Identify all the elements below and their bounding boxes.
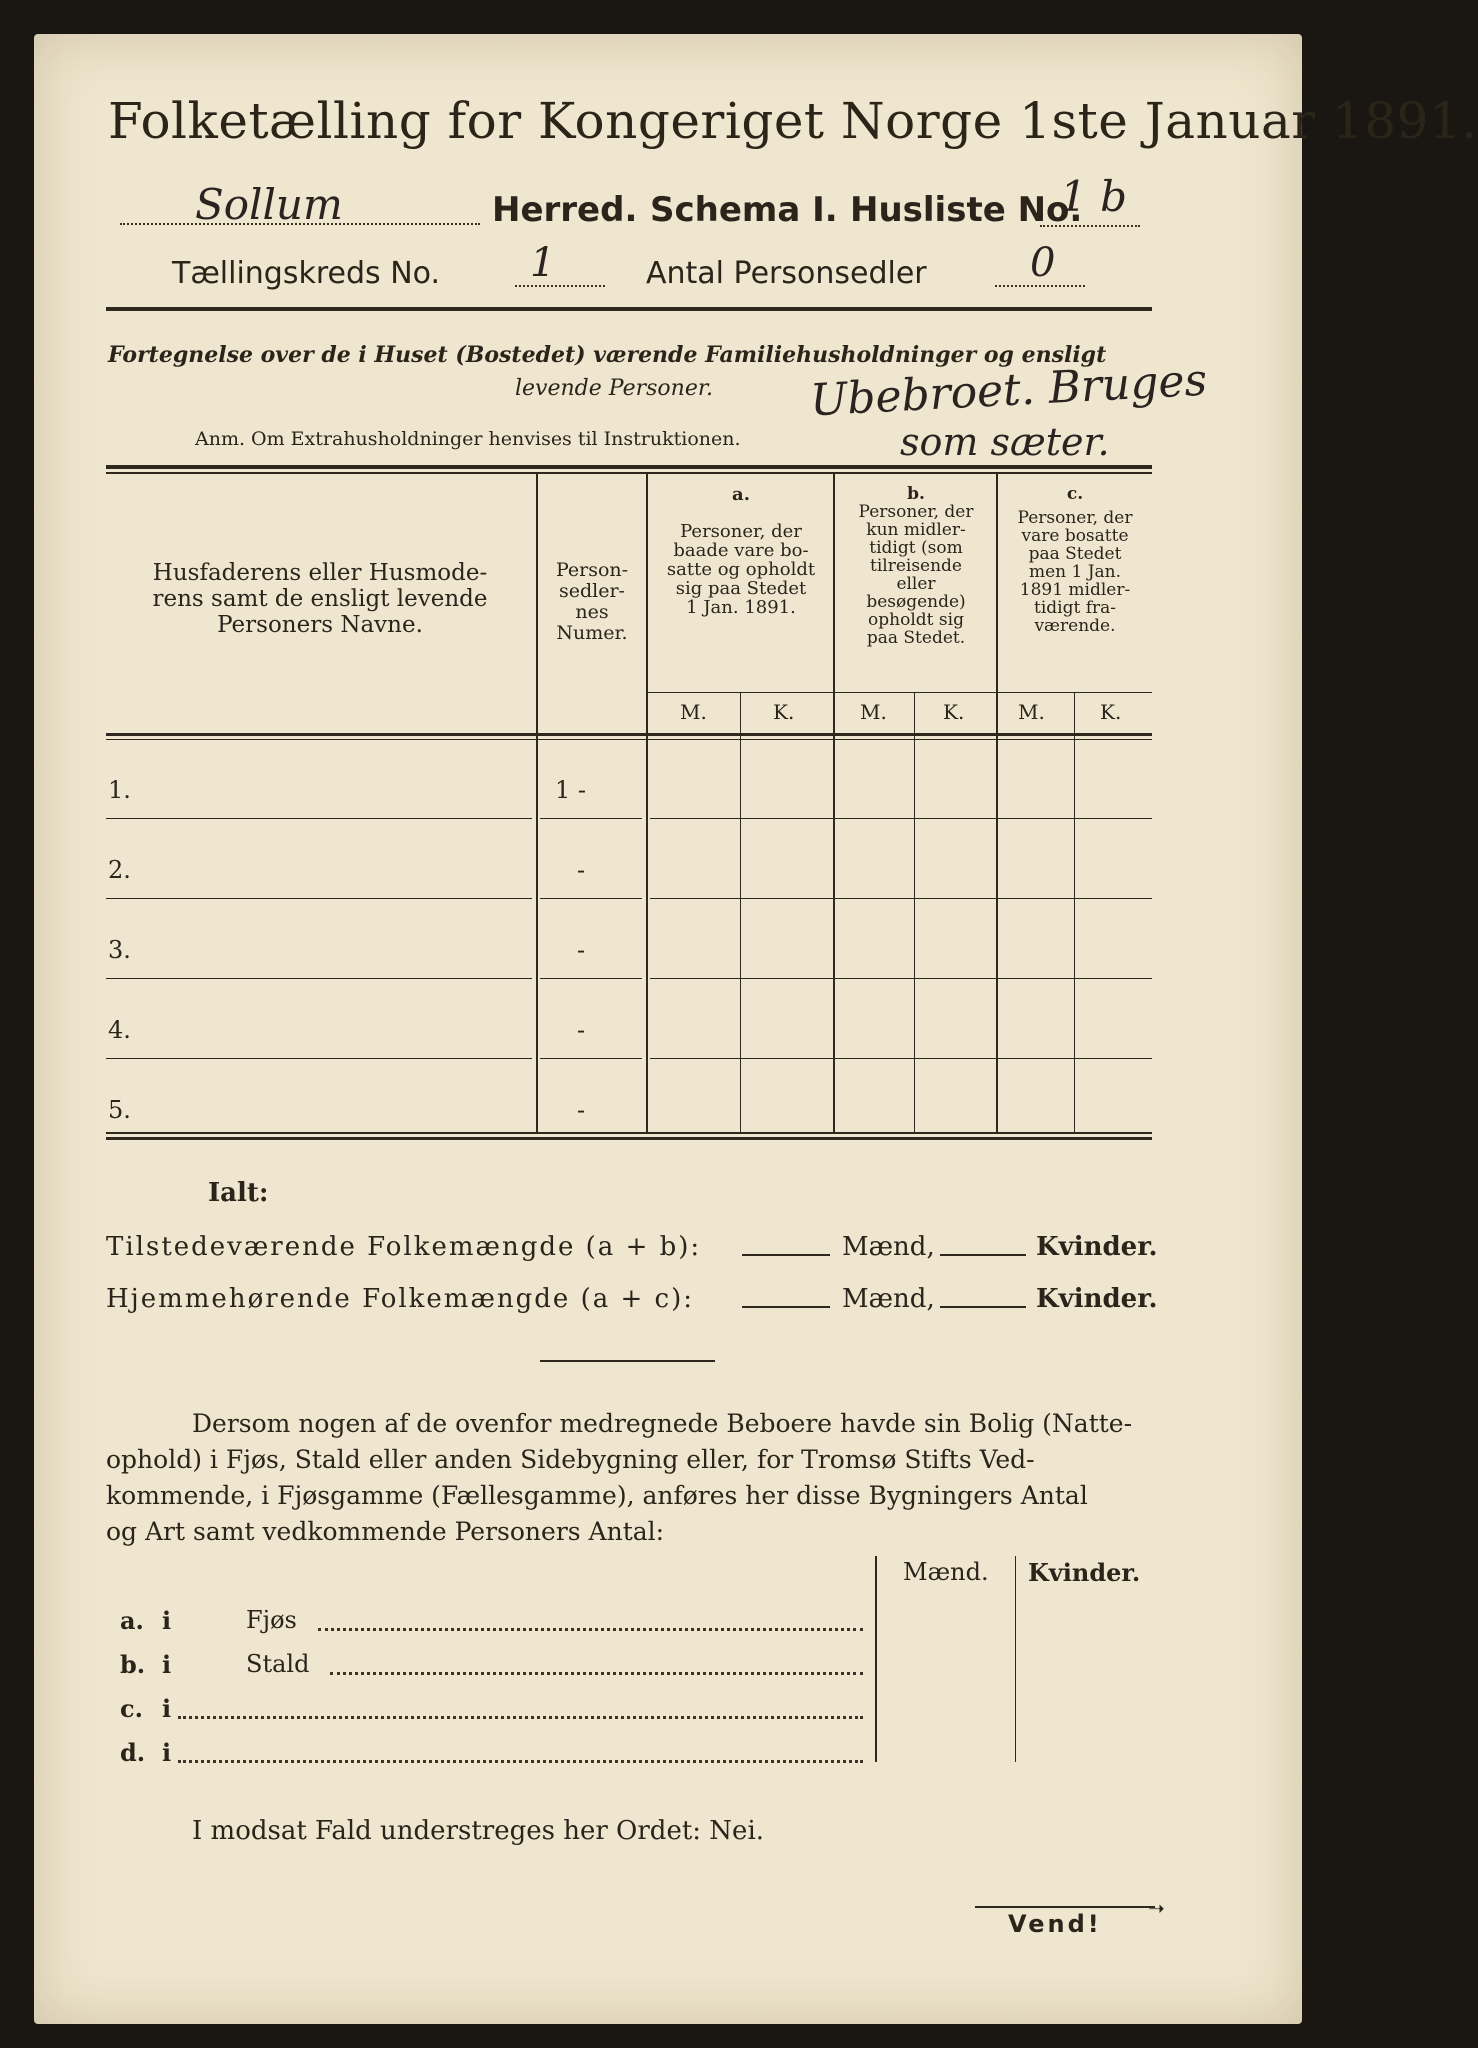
- building-a-i: i: [162, 1606, 172, 1635]
- section-divider: [540, 1360, 715, 1362]
- row-1-rule: [106, 818, 532, 819]
- header-names: Husfaderens eller Husmode- rens samt de ensligt levende Personers Navne.: [152, 560, 488, 638]
- personsedler-value: 0: [1030, 240, 1056, 286]
- tilstede-kvinder-blank: [940, 1254, 1026, 1256]
- anm-note: Anm. Om Extrahusholdninger henvises til Instruktionen.: [195, 428, 741, 450]
- vend-label: Vend!: [1008, 1910, 1102, 1938]
- building-a-letter: a.: [120, 1606, 144, 1635]
- header-b-m: M.: [860, 700, 887, 724]
- col-divider-a-mk: [740, 692, 741, 1132]
- vend-arrow-icon: ➝: [1148, 1896, 1165, 1920]
- row-2-number: 2.: [108, 856, 131, 884]
- census-form-page: [34, 34, 1302, 2024]
- buildings-paragraph: Dersom nogen af de ovenfor medregnede Beboere havde sin Bolig (Natte- ophold) i Fjøs, Stald eller anden Sidebygning eller, for Tromsø Stifts Ved- kommende, i Fjøsgamme (Fællesgamme), anføres her disse Bygningers Antal og Art samt vedkommende Personers Antal:: [106, 1409, 1133, 1546]
- herred-value: Sollum: [195, 180, 343, 229]
- col-divider-2: [646, 472, 648, 1132]
- header-a-k: K.: [773, 700, 795, 724]
- row-1-rule-c: [650, 818, 1152, 819]
- header-numer: Person- sedler- nes Numer.: [555, 559, 629, 644]
- building-d-dots: [178, 1760, 863, 1763]
- building-c-dots: [178, 1716, 863, 1719]
- row-4-number: 4.: [108, 1016, 131, 1044]
- tilstede-label: Tilstedeværende Folkemængde (a + b):: [106, 1232, 702, 1262]
- building-a-dots: [318, 1628, 863, 1631]
- building-c-letter: c.: [120, 1694, 143, 1723]
- taellingskreds-dotted-line: [515, 285, 605, 287]
- husliste-value: 1 b: [1060, 172, 1127, 221]
- table-header-rule-2: [106, 739, 1152, 740]
- hjemme-maend-blank: [742, 1306, 830, 1308]
- col-divider-c-mk: [1074, 692, 1075, 1132]
- hjemme-kvinder-blank: [940, 1306, 1026, 1308]
- building-a-name: Fjøs: [246, 1606, 297, 1634]
- row-1-number: 1.: [108, 776, 131, 804]
- husliste-dotted-line: [1040, 225, 1140, 227]
- buildings-maend-header: Mænd.: [903, 1558, 989, 1586]
- row-5-number: 5.: [108, 1096, 131, 1124]
- row-5-numer: -: [577, 1096, 586, 1124]
- handwritten-note-2: som sæter.: [900, 420, 1110, 464]
- row-1-rule-b: [540, 818, 642, 819]
- building-c-i: i: [162, 1694, 172, 1723]
- row-4-rule-b: [540, 1058, 642, 1059]
- row-2-numer: -: [577, 856, 586, 884]
- tilstede-kvinder: Kvinder.: [1036, 1232, 1158, 1262]
- hjemme-maend: Mænd,: [842, 1284, 935, 1314]
- hjemme-label: Hjemmehørende Folkemængde (a + c):: [106, 1284, 694, 1314]
- husliste-label: Husliste No.: [850, 190, 1083, 230]
- table-bottom-rule: [106, 1132, 1152, 1134]
- schema-label: Schema I.: [650, 190, 838, 230]
- header-col-c: c. Personer, der vare bosatte paa Stedet men 1 Jan. 1891 midler- tidigt fra- værende.: [1017, 484, 1133, 636]
- buildings-kvinder-header: Kvinder.: [1028, 1558, 1141, 1587]
- header-c-m: M.: [1018, 700, 1045, 724]
- building-d-i: i: [162, 1738, 172, 1767]
- form-title: Folketælling for Kongeriget Norge 1ste Januar 1891.: [108, 92, 1478, 150]
- row-3-number: 3.: [108, 936, 131, 964]
- tilstede-maend: Mænd,: [842, 1232, 935, 1262]
- tilstede-maend-blank: [742, 1254, 830, 1256]
- ialt-label: Ialt:: [208, 1178, 269, 1208]
- header-col-a: a. Personer, der baade vare bo- satte og opholdt sig paa Stedet 1 Jan. 1891.: [666, 484, 816, 618]
- intro-line-2: levende Personer.: [515, 376, 713, 401]
- row-3-rule-c: [650, 978, 1152, 979]
- header-rule: [106, 307, 1152, 311]
- vend-arrow-line: [975, 1906, 1155, 1908]
- row-1-numer: 1 -: [555, 776, 587, 804]
- intro-line-1: Fortegnelse over de i Huset (Bostedet) værende Familiehusholdninger og ensligt: [108, 342, 1107, 368]
- table-bottom-rule-2: [106, 1137, 1152, 1140]
- row-3-numer: -: [577, 936, 586, 964]
- building-b-letter: b.: [120, 1650, 146, 1679]
- building-b-dots: [330, 1672, 863, 1675]
- col-divider-1: [536, 472, 538, 1132]
- handwritten-note-1: Ubebroet. Bruges: [808, 354, 1209, 427]
- buildings-col-divider-2: [1015, 1556, 1016, 1762]
- row-3-rule-b: [540, 978, 642, 979]
- row-2-rule-b: [540, 898, 642, 899]
- taellingskreds-label: Tællingskreds No.: [172, 256, 440, 291]
- building-d-letter: d.: [120, 1738, 146, 1767]
- header-col-b: b. Personer, der kun midler- tidigt (som tilreisende eller besøgende) opholdt sig paa Stedet.: [858, 484, 974, 648]
- col-divider-b-mk: [914, 692, 915, 1132]
- building-b-i: i: [162, 1650, 172, 1679]
- header-c-k: K.: [1100, 700, 1122, 724]
- row-4-rule: [106, 1058, 532, 1059]
- table-header-rule: [106, 733, 1152, 736]
- building-b-name: Stald: [246, 1650, 310, 1678]
- row-2-rule-c: [650, 898, 1152, 899]
- header-b-k: K.: [943, 700, 965, 724]
- header-a-m: M.: [680, 700, 707, 724]
- hjemme-kvinder: Kvinder.: [1036, 1284, 1158, 1314]
- buildings-col-divider-1: [875, 1556, 877, 1762]
- table-top-rule: [106, 465, 1152, 469]
- row-4-numer: -: [577, 1016, 586, 1044]
- nei-instruction: I modsat Fald understreges her Ordet: Nei.: [192, 1816, 765, 1846]
- row-4-rule-c: [650, 1058, 1152, 1059]
- herred-label: Herred.: [492, 190, 638, 230]
- col-divider-3: [833, 472, 835, 1132]
- mk-top-rule: [646, 692, 1152, 693]
- taellingskreds-value: 1: [530, 240, 556, 286]
- personsedler-label: Antal Personsedler: [646, 256, 927, 291]
- row-3-rule: [106, 978, 532, 979]
- row-2-rule: [106, 898, 532, 899]
